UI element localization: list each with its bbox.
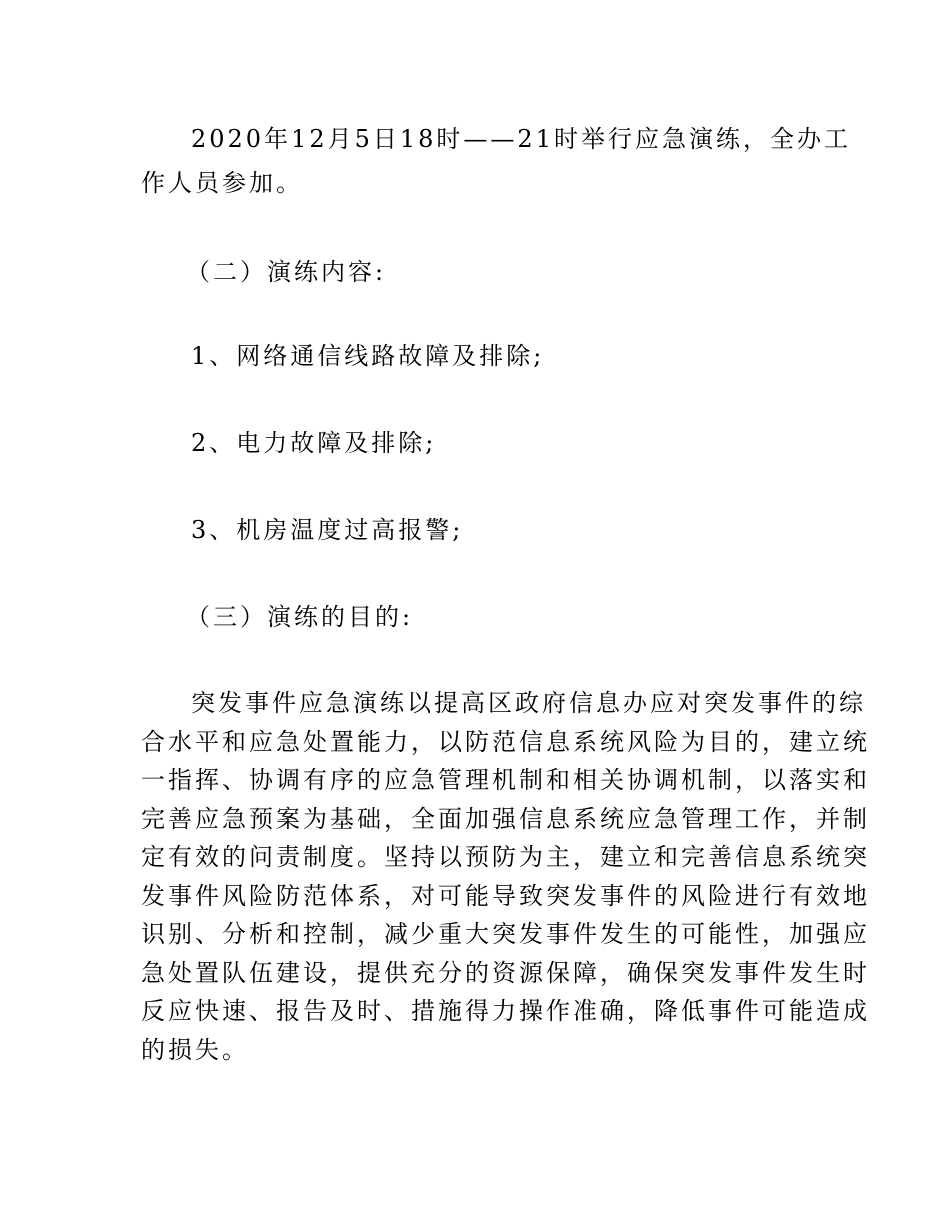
purpose-line: 完善应急预案为基础，全面加强信息系统应急管理工作，并制 (141, 804, 870, 833)
list-item-3: 3、机房温度过高报警; (191, 516, 464, 544)
section-heading-content: （二）演练内容: (186, 258, 387, 286)
section-heading-purpose: （三）演练的目的: (186, 603, 414, 631)
purpose-line: 急处置队伍建设，提供充分的资源保障，确保突发事件发生时 (141, 958, 870, 987)
purpose-line: 突发事件应急演练以提高区政府信息办应对突发事件的综 (191, 689, 866, 717)
purpose-paragraph (141, 687, 870, 1072)
purpose-line: 一指挥、协调有序的应急管理机制和相关协调机制，以落实和 (141, 766, 870, 794)
intro-line-2: 作人员参加。 (141, 169, 303, 197)
purpose-line: 的损失。 (141, 1035, 249, 1064)
purpose-line: 识别、分析和控制，减少重大突发事件发生的可能性，加强应 (141, 920, 870, 948)
purpose-line: 反应快速、报告及时、措施得力操作准确，降低事件可能造成 (141, 997, 870, 1025)
purpose-line: 合水平和应急处置能力，以防范信息系统风险为目的，建立统 (141, 727, 870, 756)
list-item-2: 2、电力故障及排除; (191, 429, 437, 457)
list-item-1: 1、网络通信线路故障及排除; (191, 342, 545, 370)
purpose-line: 定有效的问责制度。坚持以预防为主，建立和完善信息系统突 (141, 843, 870, 871)
intro-line-1: 2020年12月5日18时——21时举行应急演练，全办工 (191, 125, 851, 153)
purpose-line: 发事件风险防范体系，对可能导致突发事件的风险进行有效地 (141, 881, 870, 910)
